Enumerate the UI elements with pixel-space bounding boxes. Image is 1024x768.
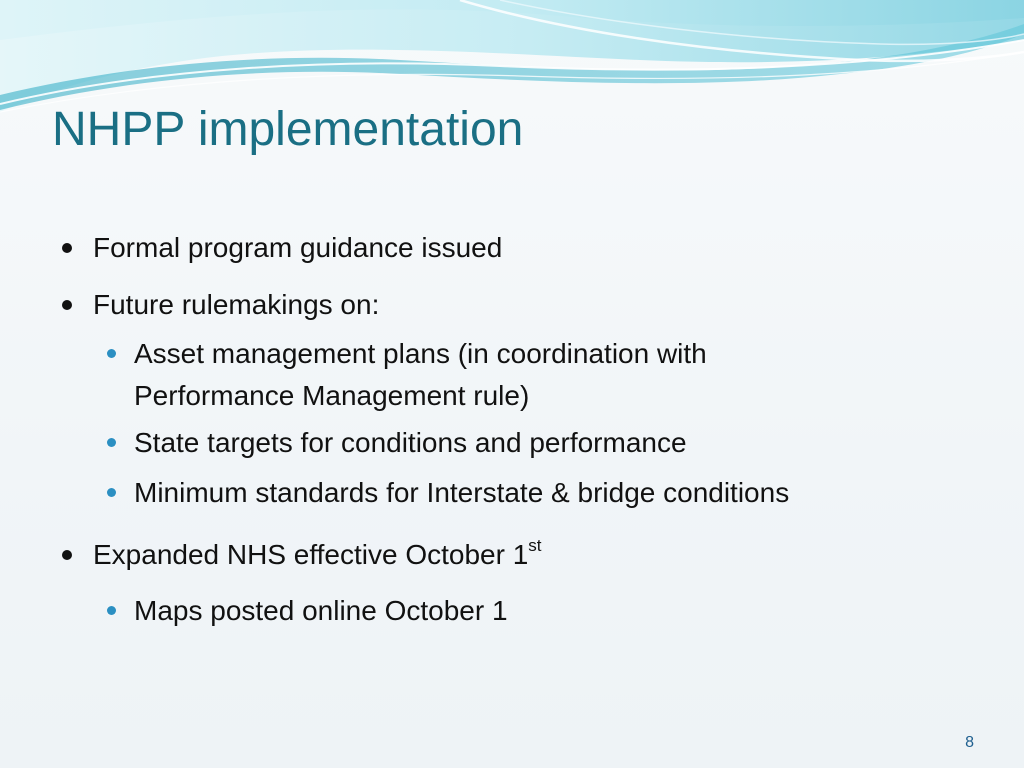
sub-bullet-dot-icon: [107, 606, 116, 615]
sub-bullet-dot-icon: [107, 438, 116, 447]
slide-number: 8: [965, 734, 974, 751]
sub-bullet-text-line: Maps posted online October 1: [134, 595, 508, 626]
bullet-dot-icon: [62, 300, 72, 310]
bullet-text: Expanded NHS effective October 1: [93, 539, 529, 570]
sub-bullet-text-line: State targets for conditions and performance: [134, 427, 687, 458]
bullet-text: Formal program guidance issued: [93, 232, 503, 263]
bullet-dot-icon: [62, 243, 72, 253]
sub-bullet-text-line: Asset management plans (in coordination with: [134, 338, 707, 369]
sub-bullet-text-line: Minimum standards for Interstate & bridge conditions: [134, 477, 790, 508]
bullet-text: Future rulemakings on:: [93, 289, 380, 320]
sub-bullet-dot-icon: [107, 349, 116, 358]
bullet-text-wrapper: [93, 537, 542, 573]
bullet-dot-icon: [62, 550, 72, 560]
ordinal-superscript: st: [528, 535, 542, 555]
sub-bullet-dot-icon: [107, 488, 116, 497]
sub-bullet-text-line: Performance Management rule): [134, 380, 530, 411]
slide-title: NHPP implementation: [52, 103, 524, 156]
